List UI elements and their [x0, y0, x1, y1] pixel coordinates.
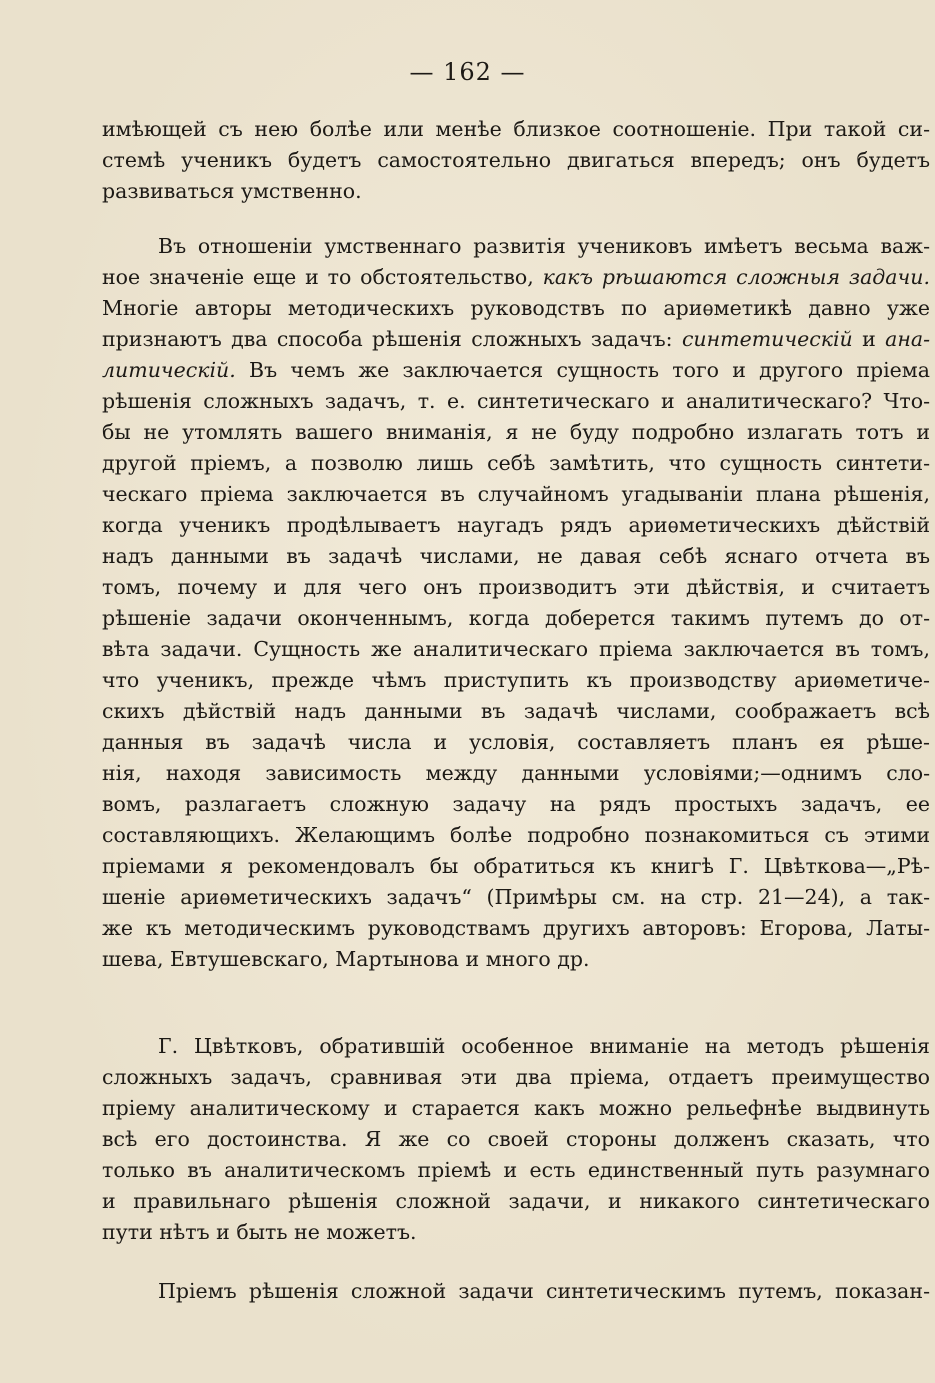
text-line: же къ методическимъ руководствамъ другихъ авторовъ: Егорова, Латы- — [102, 916, 930, 940]
text-line — [102, 262, 930, 293]
italic-phrase: литическій. — [102, 358, 236, 382]
text-line: пріемами я рекомендовалъ бы обратиться къ книгѣ Г. Цвѣткова—„Рѣ- — [102, 854, 930, 878]
text-line: ческаго пріема заключается въ случайномъ угадываніи плана рѣшенія, — [102, 482, 930, 506]
text-line — [102, 324, 930, 355]
text-line: томъ, почему и для чего онъ производитъ эти дѣйствія, и считаетъ — [102, 575, 930, 599]
text-line: пріему аналитическому и старается какъ можно рельефнѣе выдвинуть — [102, 1096, 930, 1120]
text-line: что ученикъ, прежде чѣмъ приступить къ производству ариѳметиче- — [102, 668, 930, 692]
text-span: Въ чемъ же заключается сущность того и другого пріема — [249, 358, 930, 382]
italic-phrase: какъ рѣшаются сложныя задачи. — [542, 265, 930, 289]
text-line: шеніе ариѳметическихъ задачъ“ (Примѣры см. на стр. 21—24), а так- — [102, 885, 930, 909]
text-span: ное значеніе еще и то обстоятельство, — [102, 265, 534, 289]
text-line: рѣшеніе задачи оконченнымъ, когда доберется такимъ путемъ до от- — [102, 606, 930, 630]
text-line: другой пріемъ, а позволю лишь себѣ замѣтить, что сущность синтети- — [102, 451, 930, 475]
paragraph-4 — [102, 1276, 930, 1307]
text-line: всѣ его достоинства. Я же со своей стороны долженъ сказать, что — [102, 1127, 930, 1151]
text-line: и правильнаго рѣшенія сложной задачи, и никакого синтетическаго — [102, 1189, 930, 1213]
text-line: когда ученикъ продѣлываетъ наугадъ рядъ ариѳметическихъ дѣйствій — [102, 513, 930, 537]
text-line: вѣта задачи. Сущность же аналитическаго пріема заключается въ томъ, — [102, 637, 930, 661]
text-line: Многіе авторы методическихъ руководствъ по ариѳметикѣ давно уже — [102, 296, 930, 320]
page-number: — 162 — — [409, 58, 526, 86]
text-line: развиваться умственно. — [102, 179, 362, 203]
text-line: рѣшенія сложныхъ задачъ, т. е. синтетическаго и аналитическаго? Что- — [102, 389, 930, 413]
text-line: шева, Евтушевскаго, Мартынова и много др. — [102, 947, 590, 971]
text-line: бы не утомлять вашего вниманія, я не буду подробно излагать тотъ и — [102, 420, 930, 444]
text-line: пути нѣтъ и быть не можетъ. — [102, 1220, 417, 1244]
text-line: составляющихъ. Желающимъ болѣе подробно познакомиться съ этими — [102, 823, 930, 847]
text-line: только въ аналитическомъ пріемѣ и есть единственный путь разумнаго — [102, 1158, 930, 1182]
text-line: сложныхъ задачъ, сравнивая эти два пріема, отдаетъ преимущество — [102, 1065, 930, 1089]
text-line: данныя въ задачѣ числа и условія, составляетъ планъ ея рѣше- — [102, 730, 930, 754]
text-line — [102, 355, 930, 386]
paragraph-1 — [102, 114, 930, 207]
text-line: имѣющей съ нею болѣе или менѣе близкое соотношеніе. При такой си- — [102, 117, 930, 141]
text-line: надъ данными въ задачѣ числами, не давая себѣ яснаго отчета въ — [102, 544, 930, 568]
italic-phrase: синтетическій — [681, 327, 853, 351]
text-span: и — [862, 327, 876, 351]
text-line: Г. Цвѣтковъ, обратившій особенное вниманіе на методъ рѣшенія — [158, 1034, 930, 1058]
text-line: нія, находя зависимость между данными условіями;—однимъ сло- — [102, 761, 930, 785]
text-line: Пріемъ рѣшенія сложной задачи синтетическимъ путемъ, показан- — [158, 1279, 930, 1303]
text-span: признаютъ два способа рѣшенія сложныхъ задачъ: — [102, 327, 673, 351]
paragraph-2 — [102, 231, 930, 975]
text-line: Въ отношеніи умственнаго развитія учениковъ имѣетъ весьма важ- — [158, 234, 930, 258]
paragraph-3 — [102, 1031, 930, 1248]
italic-phrase: ана- — [885, 327, 930, 351]
text-line: вомъ, разлагаетъ сложную задачу на рядъ простыхъ задачъ, ее — [102, 792, 930, 816]
text-line: стемѣ ученикъ будетъ самостоятельно двигаться впередъ; онъ будетъ — [102, 148, 930, 172]
text-line: скихъ дѣйствій надъ данными въ задачѣ числами, соображаетъ всѣ — [102, 699, 930, 723]
